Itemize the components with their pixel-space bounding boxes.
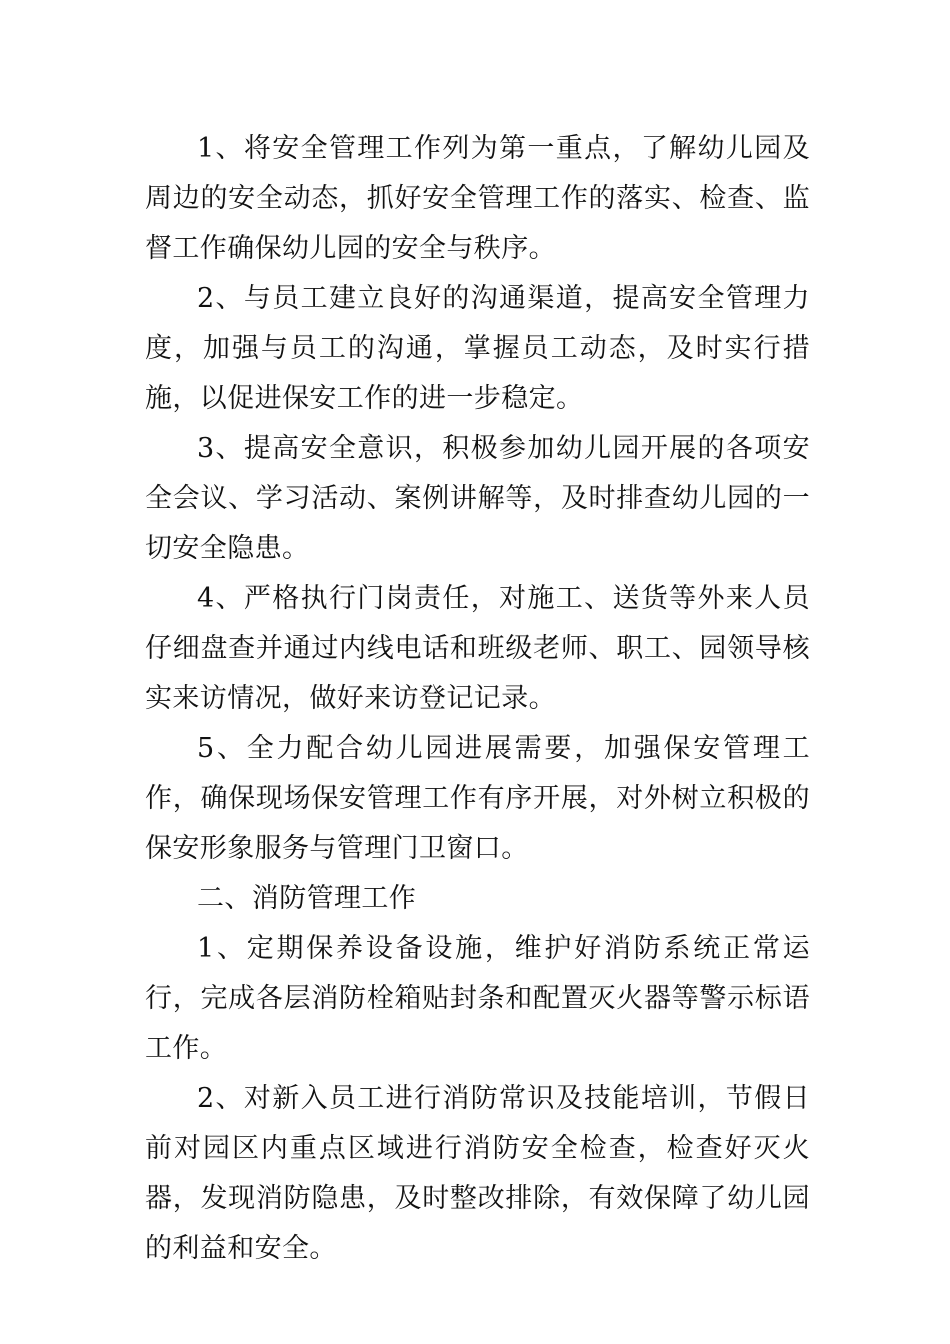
document-body	[145, 124, 810, 1274]
paragraph-safety-3: 3、提高安全意识，积极参加幼儿园开展的各项安全会议、学习活动、案例讲解等，及时排查幼儿园的一切安全隐患。	[145, 433, 810, 564]
paragraph-safety-5: 5、全力配合幼儿园进展需要，加强保安管理工作，确保现场保安管理工作有序开展，对外树立积极的保安形象服务与管理门卫窗口。	[145, 733, 810, 864]
paragraph-safety-1: 1、将安全管理工作列为第一重点，了解幼儿园及周边的安全动态，抓好安全管理工作的落实、检查、监督工作确保幼儿园的安全与秩序。	[145, 133, 810, 264]
paragraph-fire-1: 1、定期保养设备设施，维护好消防系统正常运行，完成各层消防栓箱贴封条和配置灭火器等警示标语工作。	[145, 933, 810, 1064]
paragraph-safety-4: 4、严格执行门岗责任，对施工、送货等外来人员仔细盘查并通过内线电话和班级老师、职工、园领导核实来访情况，做好来访登记记录。	[145, 583, 810, 714]
paragraph-fire-2: 2、对新入员工进行消防常识及技能培训，节假日前对园区内重点区域进行消防安全检查，检查好灭火器，发现消防隐患，及时整改排除，有效保障了幼儿园的利益和安全。	[145, 1083, 810, 1264]
paragraph-safety-2: 2、与员工建立良好的沟通渠道，提高安全管理力度，加强与员工的沟通，掌握员工动态，及时实行措施，以促进保安工作的进一步稳定。	[145, 283, 810, 414]
section-heading-fire: 二、消防管理工作	[197, 883, 417, 914]
